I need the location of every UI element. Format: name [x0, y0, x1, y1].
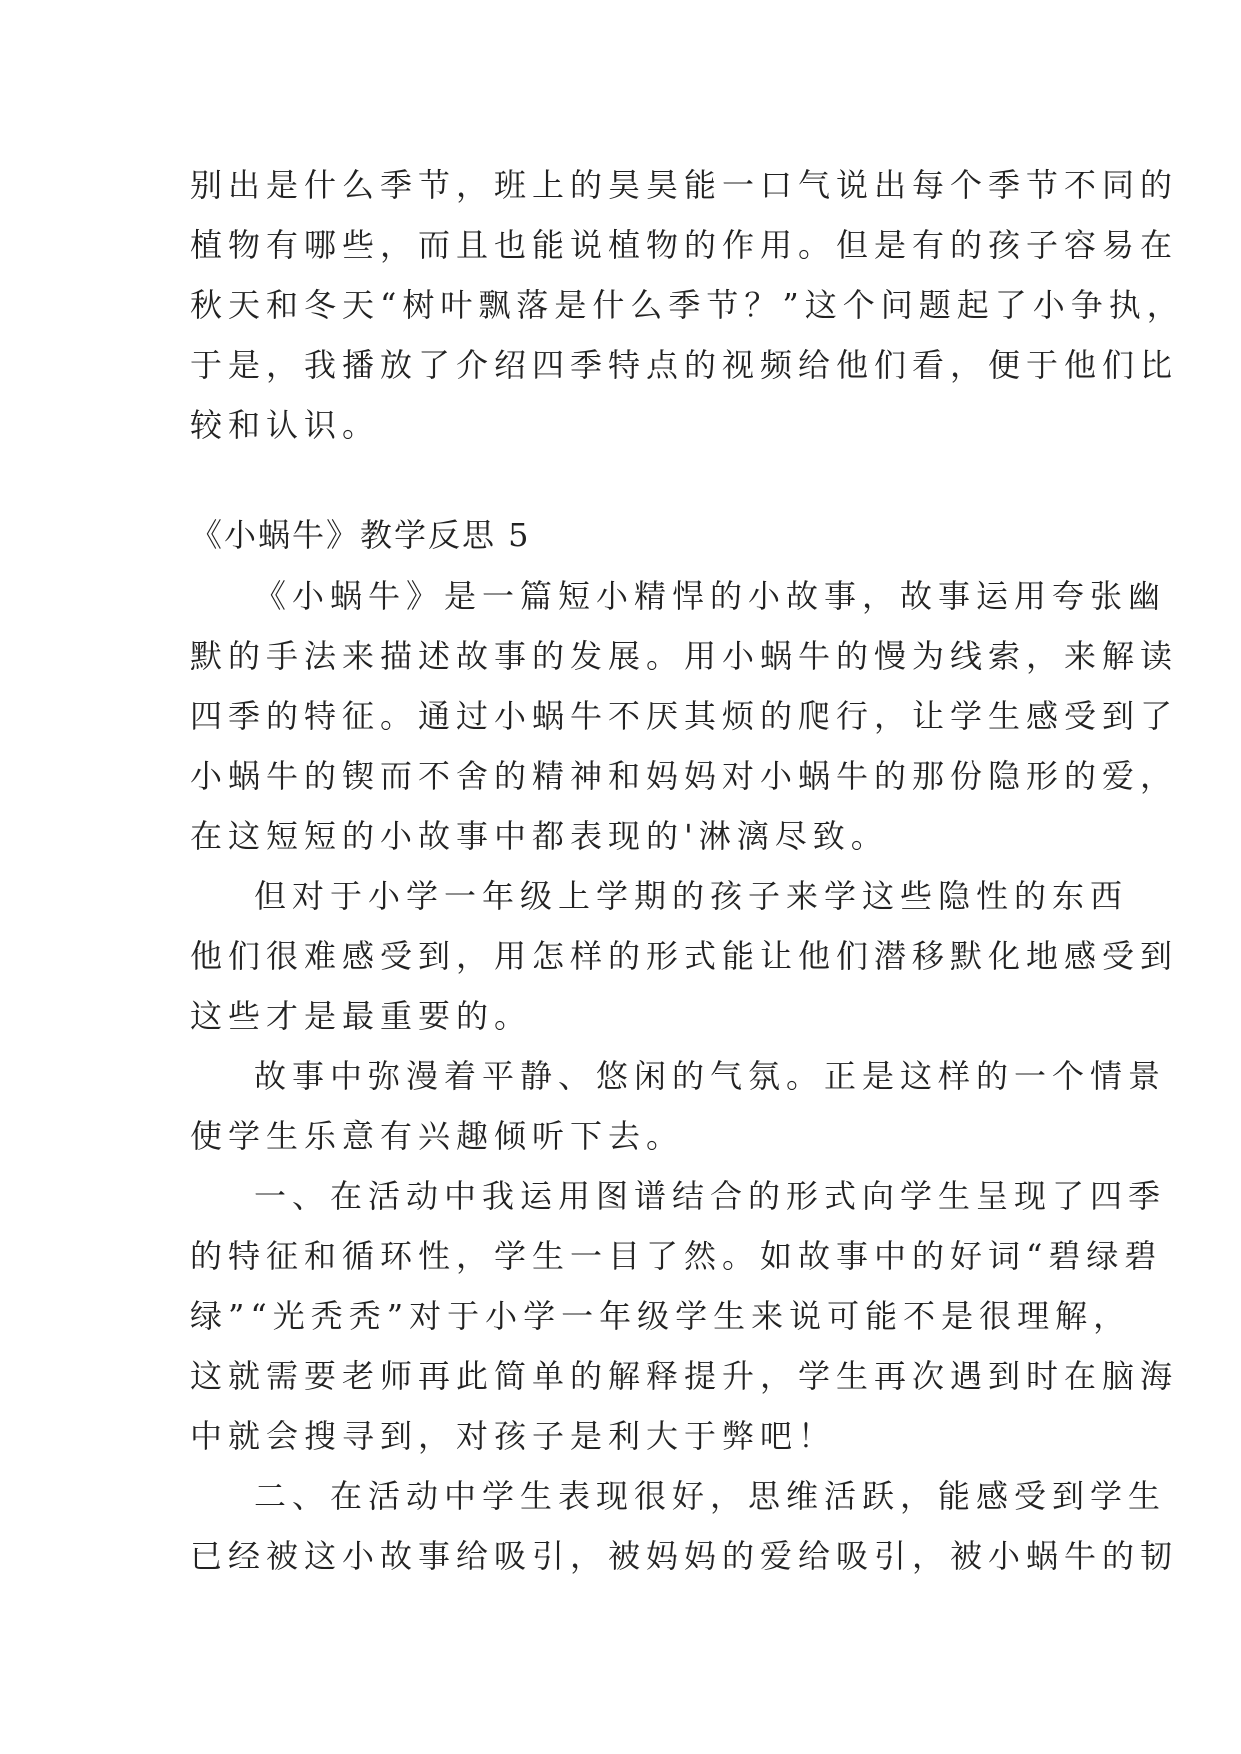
text-line: 故事中弥漫着平静、悠闲的气氛。正是这样的一个情景 — [254, 1057, 1167, 1095]
text-line: 默的手法来描述故事的发展。用小蜗牛的慢为线索，来解读 — [190, 637, 1179, 675]
text-line: 他们很难感受到，用怎样的形式能让他们潜移默化地感受到 — [190, 937, 1179, 975]
paragraph-1 — [190, 566, 1179, 866]
text-line: 这就需要老师再此简单的解释提升，学生再次遇到时在脑海 — [190, 1357, 1179, 1395]
paragraph-2 — [190, 866, 1179, 1046]
text-line: 但对于小学一年级上学期的孩子来学这些隐性的东西 — [254, 877, 1129, 915]
text-line: 这些才是最重要的。 — [190, 997, 533, 1035]
text-line: 别出是什么季节，班上的昊昊能一口气说出每个季节不同的 — [190, 166, 1179, 204]
text-line: 四季的特征。通过小蜗牛不厌其烦的爬行，让学生感受到了 — [190, 697, 1179, 735]
text-line: 的特征和循环性，学生一目了然。如故事中的好词“碧绿碧 — [190, 1237, 1163, 1275]
section-heading: 《小蜗牛》教学反思 5 — [190, 516, 531, 554]
text-line: 中就会搜寻到，对孩子是利大于弊吧！ — [190, 1417, 837, 1455]
text-line: 已经被这小故事给吸引，被妈妈的爱给吸引，被小蜗牛的韧 — [190, 1537, 1179, 1575]
text-line: 小蜗牛的锲而不舍的精神和妈妈对小蜗牛的那份隐形的爱， — [190, 757, 1179, 795]
text-line: 一、在活动中我运用图谱结合的形式向学生呈现了四季 — [254, 1177, 1167, 1215]
text-line: 在这短短的小故事中都表现的'淋漓尽致。 — [190, 817, 889, 855]
text-line: 于是，我播放了介绍四季特点的视频给他们看，便于他们比 — [190, 346, 1179, 384]
paragraph-4 — [190, 1166, 1179, 1466]
text-line: 使学生乐意有兴趣倾听下去。 — [190, 1117, 685, 1155]
paragraph-3 — [190, 1046, 1167, 1166]
continuation-paragraph — [190, 155, 1185, 455]
text-line: 秋天和冬天“树叶飘落是什么季节？”这个问题起了小争执， — [190, 286, 1185, 324]
body-text — [190, 566, 1179, 1586]
text-line: 绿”“光秃秃”对于小学一年级学生来说可能不是很理解， — [190, 1297, 1132, 1335]
paragraph-5 — [190, 1466, 1179, 1586]
text-line: 较和认识。 — [190, 406, 381, 444]
text-line: 二、在活动中学生表现很好，思维活跃，能感受到学生 — [254, 1477, 1167, 1515]
text-line: 植物有哪些，而且也能说植物的作用。但是有的孩子容易在 — [190, 226, 1179, 264]
text-line: 《小蜗牛》是一篇短小精悍的小故事，故事运用夸张幽 — [254, 577, 1167, 615]
